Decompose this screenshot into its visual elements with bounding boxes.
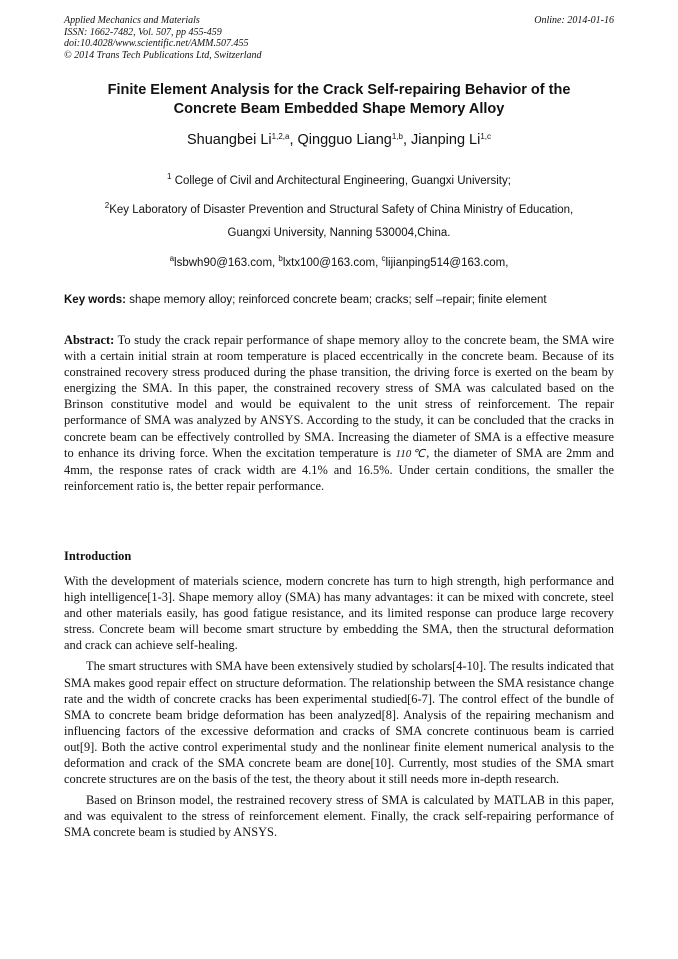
- author-separator: ,: [402, 132, 412, 148]
- title-line-2: Concrete Beam Embedded Shape Memory Alloy: [173, 101, 505, 117]
- affiliation-marker: 1: [167, 172, 172, 181]
- abstract-text-2: , the diameter of SMA are 2mm and 4mm, the response rates of crack width are 4.1% and 16.5%. Under certain conditions, the smaller the reinforcement ratio is, the better repair performance.: [64, 445, 614, 493]
- title-line-1: Finite Element Analysis for the Crack Self-repairing Behavior of the: [107, 82, 571, 98]
- introduction-body: [64, 573, 614, 841]
- affiliation-marker: 2: [104, 201, 110, 210]
- keywords-text: shape memory alloy; reinforced concrete beam; cracks; self –repair; finite element: [126, 294, 547, 306]
- email-marker: a: [169, 254, 175, 263]
- author-name: Qingguo Liang: [297, 132, 392, 148]
- author-affiliation-marker: 1,b: [391, 132, 403, 141]
- issn-line: ISSN: 1662-7482, Vol. 507, pp 455-459: [64, 26, 222, 38]
- author-separator: ,: [289, 132, 298, 148]
- affiliation-2: [64, 203, 614, 240]
- online-date: Online: 2014-01-16: [534, 15, 614, 26]
- keywords: [64, 293, 614, 307]
- affiliation-text-line-2: Guangxi University, Nanning 530004,China.: [227, 227, 451, 239]
- keywords-label: Key words:: [64, 294, 126, 306]
- email-c[interactable]: lijianping514@163.com,: [385, 257, 509, 269]
- author-emails: [64, 256, 614, 270]
- author-name: Jianping Li: [411, 132, 481, 148]
- paragraph: The smart structures with SMA have been extensively studied by scholars[4-10]. The results indicated that SMA makes good repair effect on structure deformation. The relationship between the SMA resistance change rate and the width of concrete cracks has been experimental studied[6-7]. The control effect of the bundle of SMA to concrete beam bridge deformation has been analyzed[8]. Analysis of the repairing mechanism and influencing factors of the excessive deformation and cracks of SMA concrete continuous beam is carried out[9]. Both the active control experimental study and the nonlinear finite element numerical analysis to the deformation and crack of the SMA concrete beam are done[10]. Currently, most studies of the SMA smart concrete structures are on the basis of the test, the theory about it still needs more in-depth research.: [64, 659, 614, 787]
- email-marker: b: [278, 254, 283, 263]
- abstract-text-1: To study the crack repair performance of shape memory alloy to the concrete beam, the SMA wire with a certain initial strain at room temperature is placed eccentrically in the concrete beam. Because of its constrained recovery stress produced during the phase transition, the driving force is exerted on the beam by energizing the SMA. In this paper, the constrained recovery stress of SMA was calculated based on the Brinson constitutive model and would be equivalent to the unit stress of reinforcement. The repair performance of SMA was analyzed by ANSYS. According to the study, it can be concluded that the cracks in concrete beam can be effectively controlled by SMA. Increasing the diameter of SMA is a effective measure to enhance its driving force. When the excitation temperature is: [64, 333, 614, 460]
- section-heading-introduction: Introduction: [64, 549, 132, 563]
- email-a[interactable]: lsbwh90@163.com,: [174, 257, 279, 269]
- affiliation-text: College of Civil and Architectural Engineering, Guangxi University;: [174, 175, 511, 187]
- excitation-temperature: 110℃: [395, 447, 427, 460]
- abstract-label: Abstract:: [64, 333, 115, 347]
- email-marker: c: [381, 254, 386, 263]
- copyright-line: © 2014 Trans Tech Publications Ltd, Switzerland: [64, 49, 262, 61]
- author-list: [64, 131, 614, 149]
- paper-title: [64, 81, 614, 119]
- affiliation-text: Key Laboratory of Disaster Prevention and Structural Safety of China Ministry of Education,: [109, 204, 574, 216]
- author-affiliation-marker: 1,c: [480, 132, 492, 141]
- affiliation-1: [64, 174, 614, 188]
- paragraph: With the development of materials science, modern concrete has turn to high strength, high performance and high intelligence[1-3]. Shape memory alloy (SMA) has many advantages: it can be mixed with concrete, steel and other materials easily, has good fatigue resistance, and its limited response can produce large recovery stress. Concrete beam will become smart structure by embedding the SMA, then the structural deformation and crack can achieve self-healing.: [64, 574, 614, 653]
- abstract: [64, 332, 614, 494]
- paragraph: Based on Brinson model, the restrained recovery stress of SMA is calculated by MATLAB in this paper, and was equivalent to the stress of reinforcement element. Finally, the crack self-repairing performance of SMA concrete beam is studied by ANSYS.: [64, 793, 614, 840]
- email-b[interactable]: lxtx100@163.com,: [282, 257, 382, 269]
- doi-line: doi:10.4028/www.scientific.net/AMM.507.455: [64, 38, 249, 49]
- author-affiliation-marker: 1,2,a: [271, 132, 290, 141]
- journal-name: Applied Mechanics and Materials: [64, 15, 200, 26]
- journal-meta: [64, 15, 262, 61]
- author-name: Shuangbei Li: [186, 132, 272, 148]
